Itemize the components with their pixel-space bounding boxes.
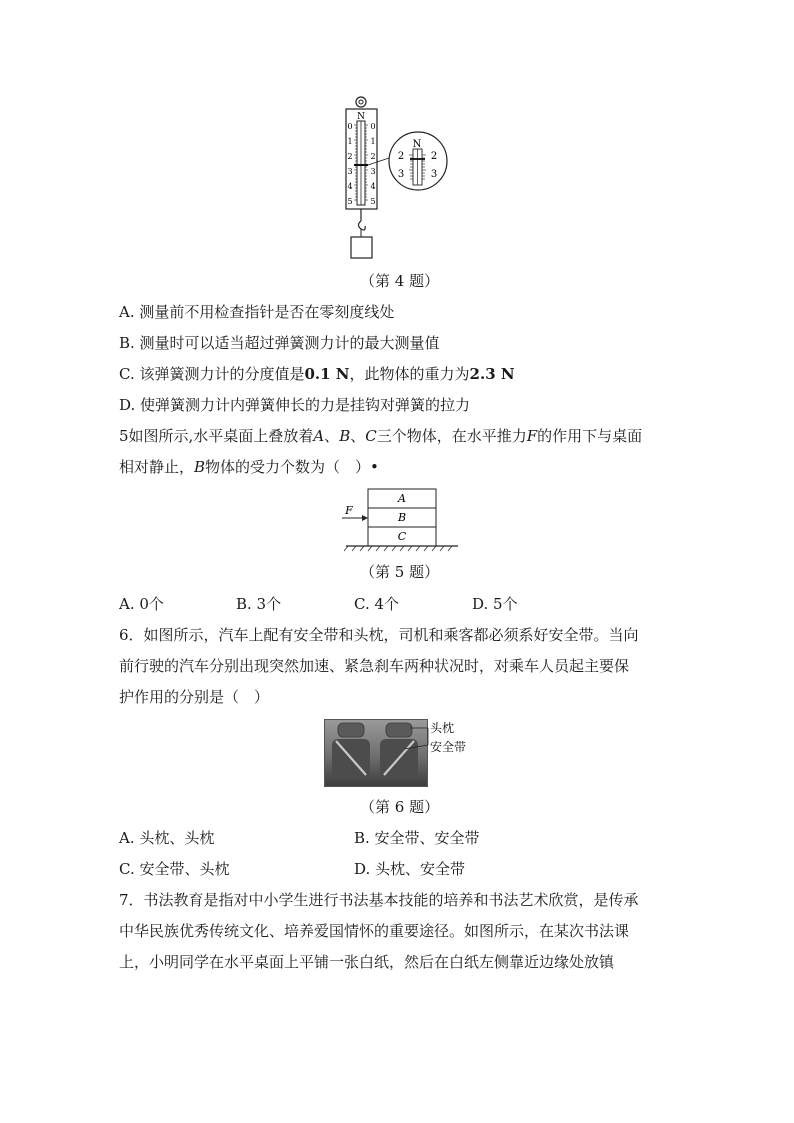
zoom-num-left: 3 (397, 169, 405, 180)
q7-stem-line3: 上，小明同学在水平桌面上平铺一张白纸，然后在白纸左侧靠近边缘处放镇 (119, 953, 615, 971)
scale-num-right: 2 (370, 152, 376, 161)
weight-block (351, 237, 372, 258)
q5-sep: 、 (324, 427, 340, 445)
q5-option-d: D. 5个 (472, 595, 518, 613)
scale-num-right: 5 (370, 197, 376, 206)
scale-num-left: 0 (347, 122, 353, 131)
q5-text: 的作用下与桌面 (537, 427, 643, 445)
zoom-num-right: 2 (430, 151, 438, 162)
q4-option-c (119, 364, 515, 384)
seatbelt-label: 安全带 (430, 740, 467, 754)
q6-option-c: C. 安全带、头枕 (119, 860, 230, 878)
q5-var-b: B (194, 458, 206, 476)
scale-ring-icon (356, 97, 366, 107)
zoom-num-left: 2 (397, 151, 405, 162)
spring-scale-figure (330, 95, 460, 265)
q4-option-b: B. 测量时可以适当超过弹簧测力计的最大测量值 (119, 334, 440, 352)
q7-stem-line2: 中华民族优秀传统文化、培养爱国情怀的重要途径。如图所示，在某次书法课 (119, 922, 630, 940)
arrow-head-icon (362, 515, 368, 521)
scale-num-right: 4 (370, 182, 376, 191)
scale-num-left: 2 (347, 152, 353, 161)
q5-option-c: C. 4个 (354, 595, 400, 613)
headrest-label: 头枕 (430, 721, 455, 735)
q5-sep: 、 (350, 427, 366, 445)
headrest-right-icon (386, 723, 412, 737)
q5-text: 物体的受力个数为（ ）• (205, 458, 379, 476)
q5-var-c: C (365, 427, 377, 445)
q7-stem-line1: 7．书法教育是指对中小学生进行书法基本技能的培养和书法艺术欣赏，是传承 (119, 891, 639, 909)
zoom-num-right: 3 (430, 169, 438, 180)
q5-var-f: F (526, 427, 538, 445)
q5-var-b: B (339, 427, 351, 445)
q6-stem-line3: 护作用的分别是（ ） (119, 688, 270, 706)
q6-option-b: B. 安全带、安全带 (354, 829, 480, 847)
scale-num-right: 3 (370, 167, 376, 176)
q6-option-d: D. 头枕、安全带 (354, 860, 466, 878)
q5-option-a: A. 0个 (119, 595, 164, 613)
q5-stem-line2 (119, 457, 379, 477)
scale-num-right: 1 (370, 137, 376, 146)
block-a-label: A (398, 492, 406, 505)
figure-4-caption: （第 4 题） (360, 272, 440, 290)
scale-num-left: 5 (347, 197, 353, 206)
scale-num-left: 1 (347, 137, 353, 146)
q4-option-c-value1: 0.1 N (304, 365, 350, 383)
q5-option-b: B. 3个 (236, 595, 282, 613)
q5-text: 相对静止， (119, 458, 195, 476)
zoom-unit-label: N (412, 139, 422, 150)
q5-var-a: A (313, 427, 325, 445)
q4-option-a: A. 测量前不用检查指针是否在零刻度线处 (119, 303, 395, 321)
car-seat-drawing (324, 719, 467, 787)
headrest-left-icon (338, 723, 364, 737)
q4-option-c-value2: 2.3 N (469, 365, 515, 383)
q5-text: 5如图所示,水平桌面上叠放着 (119, 427, 314, 445)
q6-stem-line1: 6．如图所示，汽车上配有安全带和头枕，司机和乘客都必须系好安全带。当向 (119, 626, 639, 644)
figure-5-caption: （第 5 题） (360, 563, 440, 581)
scale-unit-label: N (357, 112, 365, 122)
block-b-label: B (397, 511, 407, 524)
scale-num-left: 4 (347, 182, 353, 191)
q5-stem-line1 (119, 426, 642, 446)
scale-num-left: 3 (347, 167, 353, 176)
hook-icon (359, 221, 366, 230)
q5-text: 三个物体，在水平推力 (376, 427, 527, 445)
force-label: F (345, 504, 353, 517)
q6-option-a: A. 头枕、头枕 (119, 829, 215, 847)
q4-option-c-text2: ，此物体的重力为 (349, 365, 470, 383)
q4-option-d: D. 使弹簧测力计内弹簧伸长的力是挂钩对弹簧的拉力 (119, 396, 471, 414)
q4-option-c-text: C. 该弹簧测力计的分度值是 (119, 365, 305, 383)
figure-6-caption: （第 6 题） (360, 798, 440, 816)
scale-num-right: 0 (370, 122, 376, 131)
block-c-label: C (397, 530, 407, 543)
stacked-blocks-figure (340, 486, 460, 552)
q6-stem-line2: 前行驶的汽车分别出现突然加速、紧急刹车两种状况时，对乘车人员起主要保 (119, 657, 630, 675)
